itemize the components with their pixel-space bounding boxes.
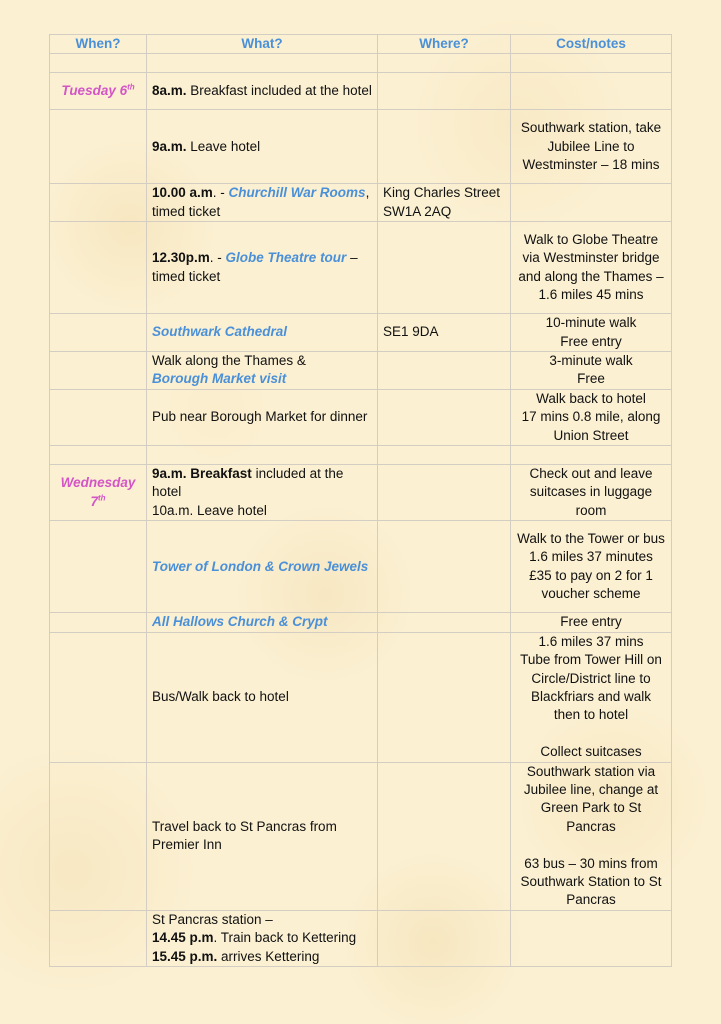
globe-theatre-link[interactable]: Globe Theatre tour <box>225 250 347 266</box>
table-row <box>50 352 672 390</box>
spacer-row <box>50 446 672 465</box>
activity-cell: 12.30p.m. - Globe Theatre tour – timed ticket <box>147 222 378 314</box>
cost-cell: Check out and leave suitcases in luggage room <box>511 465 672 521</box>
location-cell <box>378 389 511 445</box>
activity-cell <box>147 521 378 613</box>
borough-market-link[interactable]: Borough Market visit <box>152 371 287 387</box>
spacer-row <box>50 54 672 73</box>
itinerary-page <box>49 34 671 967</box>
table-row <box>50 762 672 910</box>
location-cell: SE1 9DA <box>378 314 511 352</box>
cost-cell: 10-minute walk Free entry <box>511 314 672 352</box>
activity-cell: Bus/Walk back to hotel <box>147 632 378 762</box>
day-label-tuesday: Tuesday 6th <box>50 73 147 110</box>
table-row <box>50 389 672 445</box>
location-cell: King Charles Street SW1A 2AQ <box>378 184 511 222</box>
table-row <box>50 314 672 352</box>
activity-cell: 10.00 a.m. - Churchill War Rooms, timed ticket <box>147 184 378 222</box>
activity-cell: 8a.m. Breakfast included at the hotel <box>147 73 378 110</box>
location-cell <box>378 352 511 390</box>
activity-cell <box>147 314 378 352</box>
cost-cell: Southwark station via Jubilee line, change at Green Park to St Pancras 63 bus – 30 mins from Southwark Station to St Pancras <box>511 762 672 910</box>
table-header-row <box>50 35 672 54</box>
header-where: Where? <box>378 35 511 54</box>
header-cost: Cost/notes <box>511 35 672 54</box>
cost-cell: Walk to the Tower or bus 1.6 miles 37 minutes £35 to pay on 2 for 1 voucher scheme <box>511 521 672 613</box>
cost-cell: Southwark station, take Jubilee Line to Westminster – 18 mins <box>511 110 672 184</box>
header-when: When? <box>50 35 147 54</box>
cost-cell <box>511 910 672 966</box>
location-cell <box>378 613 511 632</box>
tower-of-london-link[interactable]: Tower of London & Crown Jewels <box>152 558 369 574</box>
table-row <box>50 110 672 184</box>
activity-cell: St Pancras station – 14.45 p.m. Train back to Kettering 15.45 p.m. arrives Kettering <box>147 910 378 966</box>
activity-cell: Walk along the Thames & Borough Market visit <box>147 352 378 390</box>
activity-cell: Pub near Borough Market for dinner <box>147 389 378 445</box>
activity-cell: 9a.m. Leave hotel <box>147 110 378 184</box>
table-row <box>50 73 672 110</box>
table-row <box>50 521 672 613</box>
activity-cell <box>147 613 378 632</box>
location-cell <box>378 632 511 762</box>
location-cell <box>378 762 511 910</box>
all-hallows-church-link[interactable]: All Hallows Church & Crypt <box>152 614 328 630</box>
cost-cell <box>511 73 672 110</box>
table-row <box>50 222 672 314</box>
location-cell <box>378 110 511 184</box>
location-cell <box>378 222 511 314</box>
day-label-wednesday: Wednesday 7th <box>50 465 147 521</box>
table-row <box>50 910 672 966</box>
cost-cell <box>511 184 672 222</box>
table-row <box>50 465 672 521</box>
southwark-cathedral-link[interactable]: Southwark Cathedral <box>152 324 288 340</box>
cost-cell: Free entry <box>511 613 672 632</box>
table-row <box>50 184 672 222</box>
table-row <box>50 632 672 762</box>
location-cell <box>378 73 511 110</box>
churchill-war-rooms-link[interactable]: Churchill War Rooms <box>228 185 366 201</box>
cost-cell: 3-minute walk Free <box>511 352 672 390</box>
location-cell <box>378 910 511 966</box>
cost-cell: Walk to Globe Theatre via Westminster bridge and along the Thames – 1.6 miles 45 mins <box>511 222 672 314</box>
location-cell <box>378 521 511 613</box>
header-what: What? <box>147 35 378 54</box>
location-cell <box>378 465 511 521</box>
activity-cell: 9a.m. Breakfast included at the hotel 10a.m. Leave hotel <box>147 465 378 521</box>
cost-cell: Walk back to hotel 17 mins 0.8 mile, along Union Street <box>511 389 672 445</box>
activity-cell: Travel back to St Pancras from Premier Inn <box>147 762 378 910</box>
cost-cell: 1.6 miles 37 mins Tube from Tower Hill on Circle/District line to Blackfriars and walk then to hotel Collect suitcases <box>511 632 672 762</box>
itinerary-table <box>49 34 672 967</box>
table-row <box>50 613 672 632</box>
